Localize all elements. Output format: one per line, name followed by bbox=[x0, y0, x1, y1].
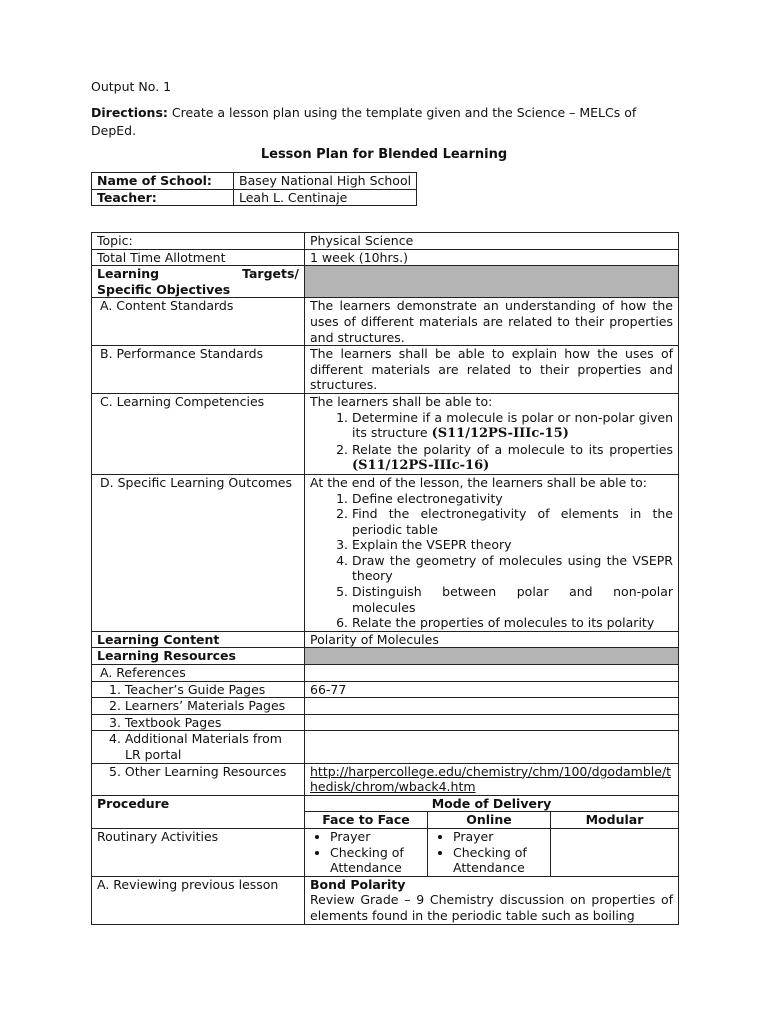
competencies-intro: The learners shall be able to: bbox=[310, 393, 493, 409]
learning-resources-label: Learning Resources bbox=[92, 648, 305, 665]
outcome-item: 3. Explain the VSEPR theory bbox=[352, 537, 673, 553]
competency-item bbox=[352, 410, 673, 442]
learners-materials-row bbox=[92, 698, 679, 715]
additional-materials-value bbox=[305, 731, 679, 763]
school-name-value: Basey National High School bbox=[234, 173, 417, 190]
references-label: A. References bbox=[92, 665, 305, 682]
routinary-modular bbox=[551, 828, 679, 876]
additional-materials-text: 4. Additional Materials from LR portal bbox=[109, 731, 282, 762]
mode-modular: Modular bbox=[551, 812, 679, 829]
teachers-guide-value: 66-77 bbox=[305, 681, 679, 698]
competencies-row bbox=[92, 393, 679, 474]
directions-label: Directions: bbox=[91, 105, 168, 120]
additional-materials-label bbox=[92, 731, 305, 763]
routinary-online-list bbox=[433, 829, 545, 876]
directions bbox=[91, 104, 681, 140]
competencies-value bbox=[305, 393, 679, 474]
routinary-item: • Checking of Attendance bbox=[453, 845, 545, 876]
competencies-list bbox=[310, 410, 673, 474]
routinary-f2f-list bbox=[310, 829, 422, 876]
references-value bbox=[305, 665, 679, 682]
outcomes-intro: At the end of the lesson, the learners shall be able to: bbox=[310, 474, 647, 490]
learning-resources-row bbox=[92, 648, 679, 665]
mode-online: Online bbox=[428, 812, 551, 829]
competencies-label: C. Learning Competencies bbox=[92, 393, 305, 474]
learning-content-label: Learning Content bbox=[92, 631, 305, 648]
additional-materials-row bbox=[92, 731, 679, 763]
textbook-value bbox=[305, 714, 679, 731]
competency-text: Relate the polarity of a molecule to its properties bbox=[352, 441, 673, 457]
routinary-f2f bbox=[305, 828, 428, 876]
time-value: 1 week (10hrs.) bbox=[305, 249, 679, 266]
outcome-item: 1. Define electronegativity bbox=[352, 491, 673, 507]
review-label: A. Reviewing previous lesson bbox=[92, 876, 305, 924]
page-title: Lesson Plan for Blended Learning bbox=[260, 147, 508, 162]
school-name-label: Name of School: bbox=[92, 173, 234, 190]
outcome-item: 2. Find the electronegativity of elements in the periodic table bbox=[352, 506, 673, 537]
textbook-row bbox=[92, 714, 679, 731]
learners-materials-label: 2. Learners’ Materials Pages bbox=[92, 698, 305, 715]
review-heading: Bond Polarity bbox=[310, 876, 406, 892]
other-resources-label bbox=[92, 763, 305, 795]
references-row bbox=[92, 665, 679, 682]
routinary-row bbox=[92, 828, 679, 876]
topic-row bbox=[92, 233, 679, 250]
outcome-item: 4. Draw the geometry of molecules using the VSEPR theory bbox=[352, 553, 673, 584]
outcomes-row bbox=[92, 474, 679, 631]
teachers-guide-label: 1. Teacher’s Guide Pages bbox=[92, 681, 305, 698]
outcome-item: 5. Distinguish between polar and non-polar molecules bbox=[352, 584, 673, 615]
competency-code: (S11/12PS-IIIc-16) bbox=[352, 458, 490, 474]
teachers-guide-row bbox=[92, 681, 679, 698]
outcomes-value bbox=[305, 474, 679, 631]
learners-materials-value bbox=[305, 698, 679, 715]
targets-label: Learning Targets/ Specific Objectives bbox=[92, 266, 305, 298]
performance-standards-label: B. Performance Standards bbox=[92, 346, 305, 394]
procedure-header-row bbox=[92, 795, 679, 812]
competency-text: Determine if a molecule is polar or non-polar given its structure bbox=[352, 409, 673, 441]
content-standards-row bbox=[92, 298, 679, 346]
topic-value: Physical Science bbox=[305, 233, 679, 250]
performance-standards-row bbox=[92, 346, 679, 394]
competency-code: (S11/12PS-IIIc-15) bbox=[431, 426, 569, 442]
review-value bbox=[305, 876, 679, 924]
competency-item bbox=[352, 442, 673, 474]
school-row bbox=[92, 173, 417, 190]
teacher-value: Leah L. Centinaje bbox=[234, 189, 417, 206]
targets-row bbox=[92, 266, 679, 298]
performance-standards-value: The learners shall be able to explain how the uses of different materials are related to their properties and structures. bbox=[305, 346, 679, 394]
mode-of-delivery-label: Mode of Delivery bbox=[305, 795, 679, 812]
time-row bbox=[92, 249, 679, 266]
directions-text: Create a lesson plan using the template given and the Science – MELCs of DepEd. bbox=[91, 105, 637, 138]
review-row bbox=[92, 876, 679, 924]
other-resources-value bbox=[305, 763, 679, 795]
other-resources-link[interactable]: http://harpercollege.edu/chemistry/chm/100/dgodamble/thedisk/chrom/wback4.htm bbox=[310, 763, 672, 795]
topic-label: Topic: bbox=[92, 233, 305, 250]
routinary-item: • Checking of Attendance bbox=[330, 845, 422, 876]
other-resources-row bbox=[92, 763, 679, 795]
lesson-plan-table bbox=[91, 232, 679, 925]
lesson-plan-table-wrap bbox=[91, 232, 679, 944]
outcome-item: 6. Relate the properties of molecules to its polarity bbox=[352, 615, 673, 631]
teacher-row bbox=[92, 189, 417, 206]
time-label: Total Time Allotment bbox=[92, 249, 305, 266]
content-standards-value: The learners demonstrate an understanding of how the uses of different materials are related to their properties and structures. bbox=[305, 298, 679, 346]
content-standards-label: A. Content Standards bbox=[92, 298, 305, 346]
school-info-table bbox=[91, 172, 417, 206]
targets-shaded-cell bbox=[305, 266, 679, 298]
outcomes-label bbox=[92, 474, 305, 631]
output-label: Output No. 1 bbox=[91, 79, 172, 94]
school-info-table-wrap bbox=[91, 172, 679, 208]
routinary-label: Routinary Activities bbox=[92, 828, 305, 876]
textbook-label: 3. Textbook Pages bbox=[92, 714, 305, 731]
review-text: Review Grade – 9 Chemistry discussion on properties of elements found in the periodic table such as boiling bbox=[310, 892, 673, 923]
routinary-online bbox=[428, 828, 551, 876]
other-resources-text: 5. Other Learning Resources bbox=[109, 763, 287, 779]
procedure-label: Procedure bbox=[92, 795, 305, 828]
learning-content-value: Polarity of Molecules bbox=[305, 631, 679, 648]
teacher-label: Teacher: bbox=[92, 189, 234, 206]
learning-content-row bbox=[92, 631, 679, 648]
routinary-item: • Prayer bbox=[453, 829, 545, 845]
outcomes-list bbox=[310, 491, 673, 631]
learning-resources-shaded-cell bbox=[305, 648, 679, 665]
outcomes-label-text: D. Specific Learning Outcomes bbox=[100, 474, 292, 490]
mode-face-to-face: Face to Face bbox=[305, 812, 428, 829]
routinary-item: • Prayer bbox=[330, 829, 422, 845]
